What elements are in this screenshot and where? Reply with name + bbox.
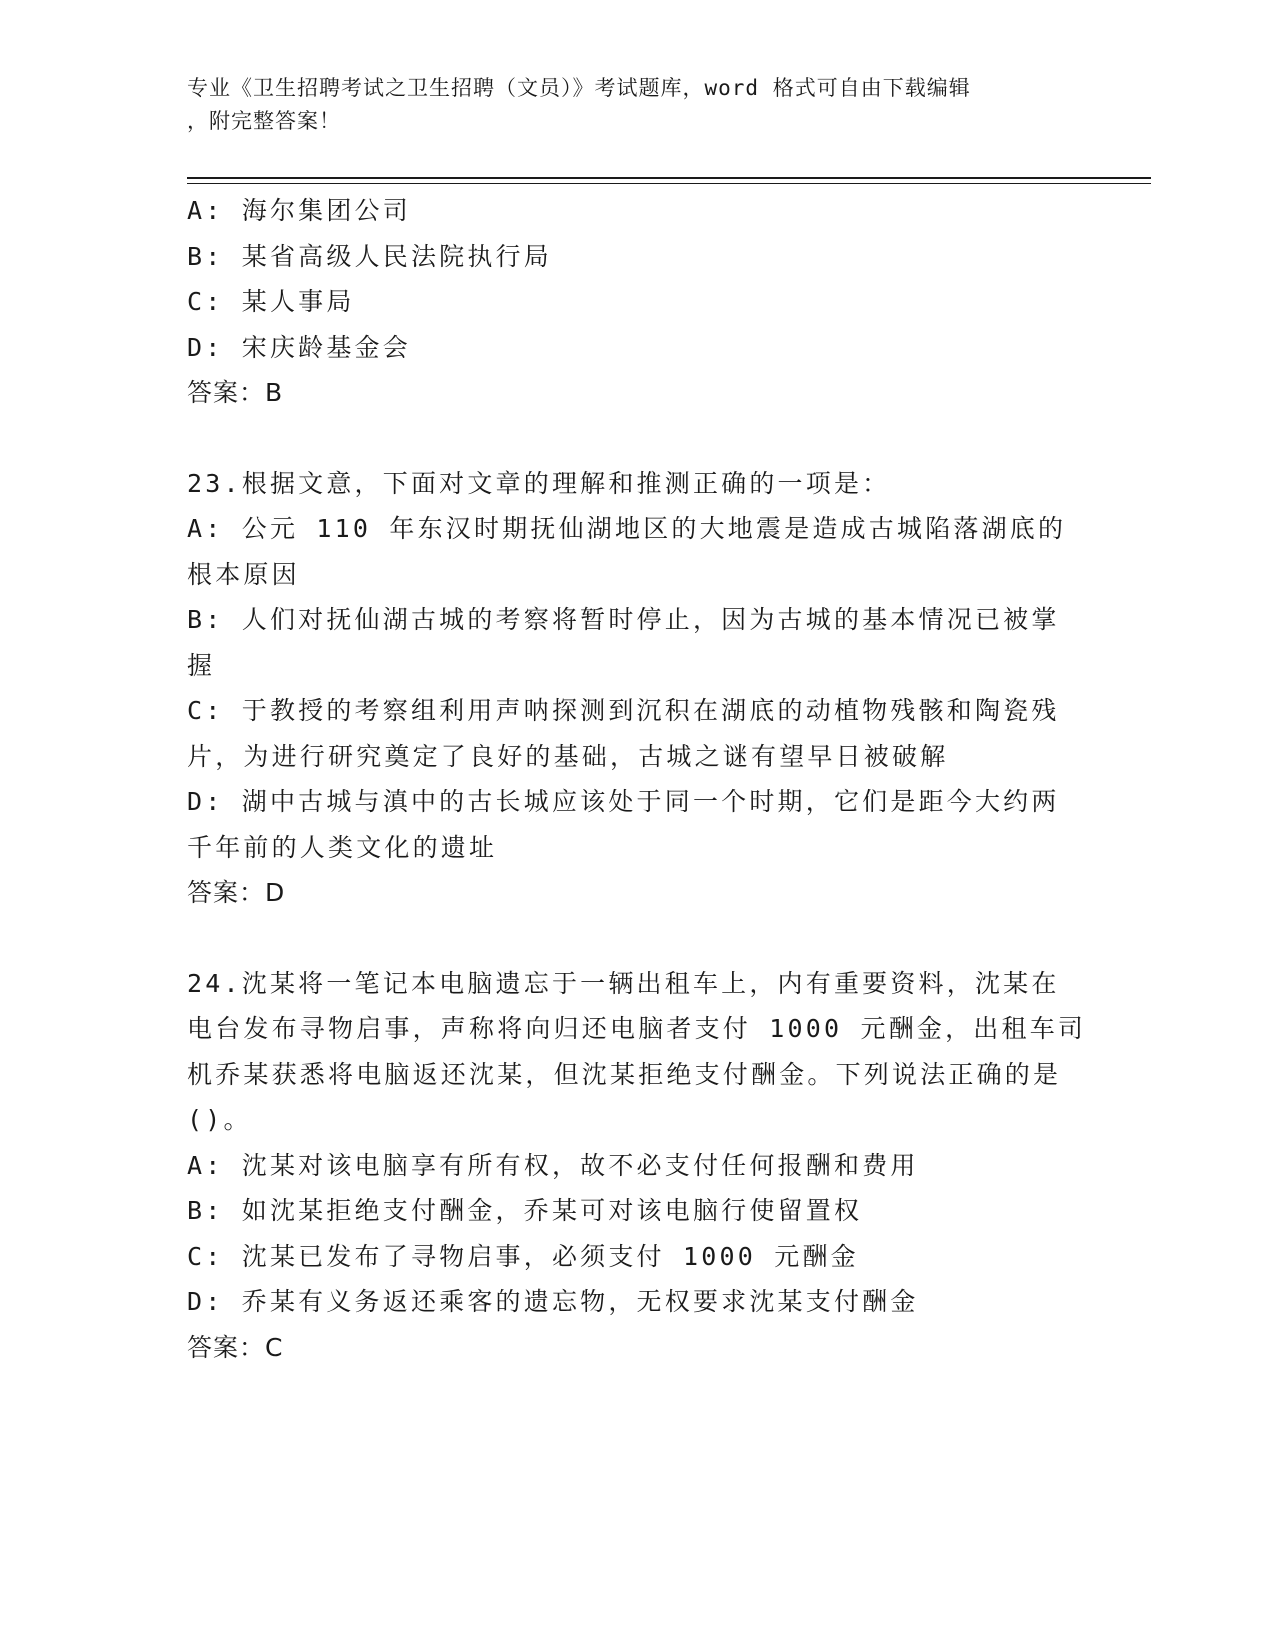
question-22-block [187, 188, 1087, 416]
q22-option-a: A: 海尔集团公司 [187, 196, 411, 225]
q23-option-b: B: 人们对抚仙湖古城的考察将暂时停止，因为古城的基本情况已被掌握 [187, 605, 1060, 680]
q24-option-a: A: 沈某对该电脑享有所有权，故不必支付任何报酬和费用 [187, 1150, 919, 1180]
header-divider-thick [187, 177, 1151, 179]
document-body [187, 188, 1087, 1370]
document-header [187, 72, 1067, 138]
q24-option-b: B: 如沈某拒绝支付酬金，乔某可对该电脑行使留置权 [187, 1196, 863, 1225]
q24-answer: 答案：C [187, 1332, 284, 1362]
q24-stem: 24.沈某将一笔记本电脑遗忘于一辆出租车上，内有重要资料，沈某在电台发布寻物启事，声称将向归还电脑者支付 1000 元酬金，出租车司机乔某获悉将电脑返还沈某，但沈某拒绝支付酬金。下列说法正确的是()。 [187, 968, 1087, 1134]
header-divider-thin [187, 183, 1151, 184]
q22-option-c: C: 某人事局 [187, 287, 355, 316]
header-line-1: 专业《卫生招聘考试之卫生招聘（文员）》考试题库，word 格式可自由下载编辑 [187, 76, 971, 100]
question-24-block [187, 961, 1087, 1371]
q23-option-d: D: 湖中古城与滇中的古长城应该处于同一个时期，它们是距今大约两千年前的人类文化的遗址 [187, 787, 1060, 862]
q22-answer: 答案：B [187, 378, 284, 407]
q23-answer: 答案：D [187, 878, 286, 907]
q24-option-c: C: 沈某已发布了寻物启事，必须支付 1000 元酬金 [187, 1241, 859, 1271]
q23-option-c: C: 于教授的考察组利用声呐探测到沉积在湖底的动植物残骸和陶瓷残片，为进行研究奠定了良好的基础，古城之谜有望早日被破解 [187, 696, 1060, 771]
question-23-block [187, 461, 1087, 916]
header-line-2: ，附完整答案！ [187, 109, 341, 133]
q24-option-d: D: 乔某有义务返还乘客的遗忘物，无权要求沈某支付酬金 [187, 1287, 919, 1316]
q22-option-d: D: 宋庆龄基金会 [187, 332, 411, 362]
q23-option-a: A: 公元 110 年东汉时期抚仙湖地区的大地震是造成古城陷落湖底的根本原因 [187, 514, 1067, 589]
q22-option-b: B: 某省高级人民法院执行局 [187, 241, 552, 271]
q23-stem: 23.根据文意，下面对文章的理解和推测正确的一项是： [187, 468, 891, 498]
